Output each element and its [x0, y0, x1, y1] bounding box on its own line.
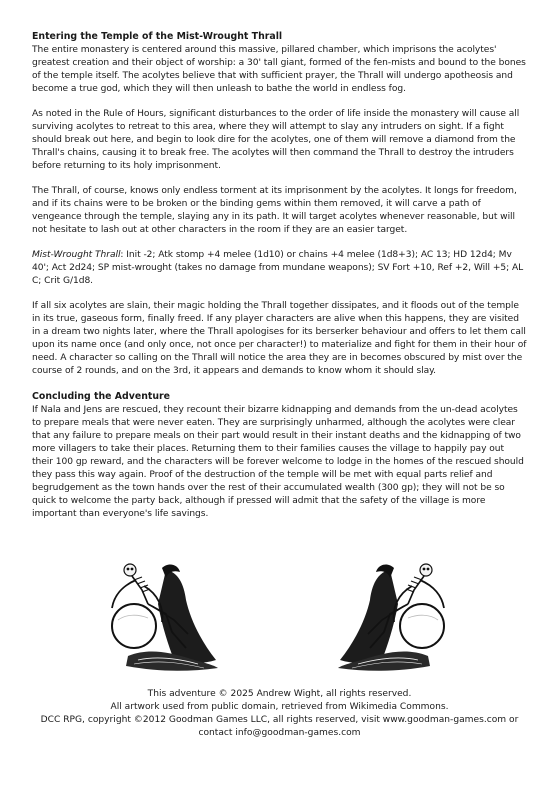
- footer-contact: contact info@goodman-games.com: [198, 728, 361, 738]
- footer-dcc-copyright: DCC RPG, copyright ©2012 Goodman Games LLC, all rights reserved, visit www.goodman-games.com or: [40, 715, 519, 725]
- skeleton-orb-illustration-left: [108, 560, 218, 675]
- section-heading-conclusion: Concluding the Adventure: [32, 391, 171, 402]
- document-body: [32, 30, 527, 533]
- skeleton-orb-illustration-right: [338, 560, 448, 675]
- statblock: [32, 249, 527, 288]
- paragraph-conclusion: If Nala and Jens are rescued, they recount their bizarre kidnapping and demands from the un-dead acolytes to prepare meals that were never eaten. They are surprisingly unharmed, although the acolytes were clear that any failure to prepare meals on their part would result in their instant deaths and the kidnapping of two more villagers to take their places. Returning them to their families causes the village to happily pay out their 100 gp reward, and the characters will be forever welcome to lodge in the homes of the rescued should they pass this way again. Proof of the destruction of the temple will be met with equal parts relief and begrudgement as the town hands over the rest of their accumulated wealth (300 gp); they will not be so quick to welcome the party back, although if pressed will admit that the safety of the village is more important than everyone's life savings.: [32, 405, 524, 519]
- statblock-text: : Init -2; Atk stomp +4 melee (1d10) or chains +4 melee (1d8+3); AC 13; HD 12d4; Mv 40'; Act 2d24; SP mist-wrought (takes no damage from mundane weapons); SV Fort +10, Ref +2, Will +5; AL C; Crit G/1d8.: [32, 250, 524, 286]
- paragraph-rule-of-hours: As noted in the Rule of Hours, significant disturbances to the order of life inside the monastery will cause all surviving acolytes to retreat to this area, where they will attempt to slay any intruders on sight. If a fight should break out here, and begin to look dire for the acolytes, one of them will remove a diamond from the Thrall's chains, causing it to break free. The acolytes will then command the Thrall to destroy the intruders before returning to its holy imprisonment.: [32, 109, 520, 171]
- paragraph-temple-intro: The entire monastery is centered around this massive, pillared chamber, which imprisons the acolytes' greatest creation and their object of worship: a 30' tall giant, formed of the fen-mists and bound to the bones of the temple itself. The acolytes believe that with sufficient prayer, the Thrall will undergo apotheosis and become a true god, which they will then unleash to bathe the world in endless fog.: [32, 45, 526, 94]
- footer-credits: [20, 688, 539, 740]
- footer-copyright: This adventure © 2025 Andrew Wight, all rights reserved.: [147, 689, 412, 699]
- paragraph-acolytes-slain: If all six acolytes are slain, their magic holding the Thrall together dissipates, and it floods out of the temple in its true, gaseous form, finally freed. If any player characters are alive when this happens, they are visited in a dream two nights later, where the Thrall apologises for its berserker behaviour and offers to let them call upon its name once (and only once, not once per character!) to materialize and fight for them in their hour of need. A character so calling on the Thrall will notice the area they are in becomes obscured by mist over the course of 2 rounds, and on the 3rd, it appears and demands to know whom it should slay.: [32, 301, 527, 376]
- artwork-row: [0, 560, 559, 675]
- paragraph-thrall-torment: The Thrall, of course, knows only endless torment at its imprisonment by the acolytes. It longs for freedom, and if its chains were to be broken or the binding gems within them removed, it will carve a path of vengeance through the temple, slaying any in its path. It will target acolytes whenever reasonable, but will not hesitate to lash out at other characters in the room if they are an easier target.: [32, 186, 517, 235]
- statblock-name: Mist-Wrought Thrall: [32, 250, 121, 260]
- section-heading-temple: Entering the Temple of the Mist-Wrought Thrall: [32, 31, 283, 42]
- footer-artwork-credit: All artwork used from public domain, retrieved from Wikimedia Commons.: [110, 702, 449, 712]
